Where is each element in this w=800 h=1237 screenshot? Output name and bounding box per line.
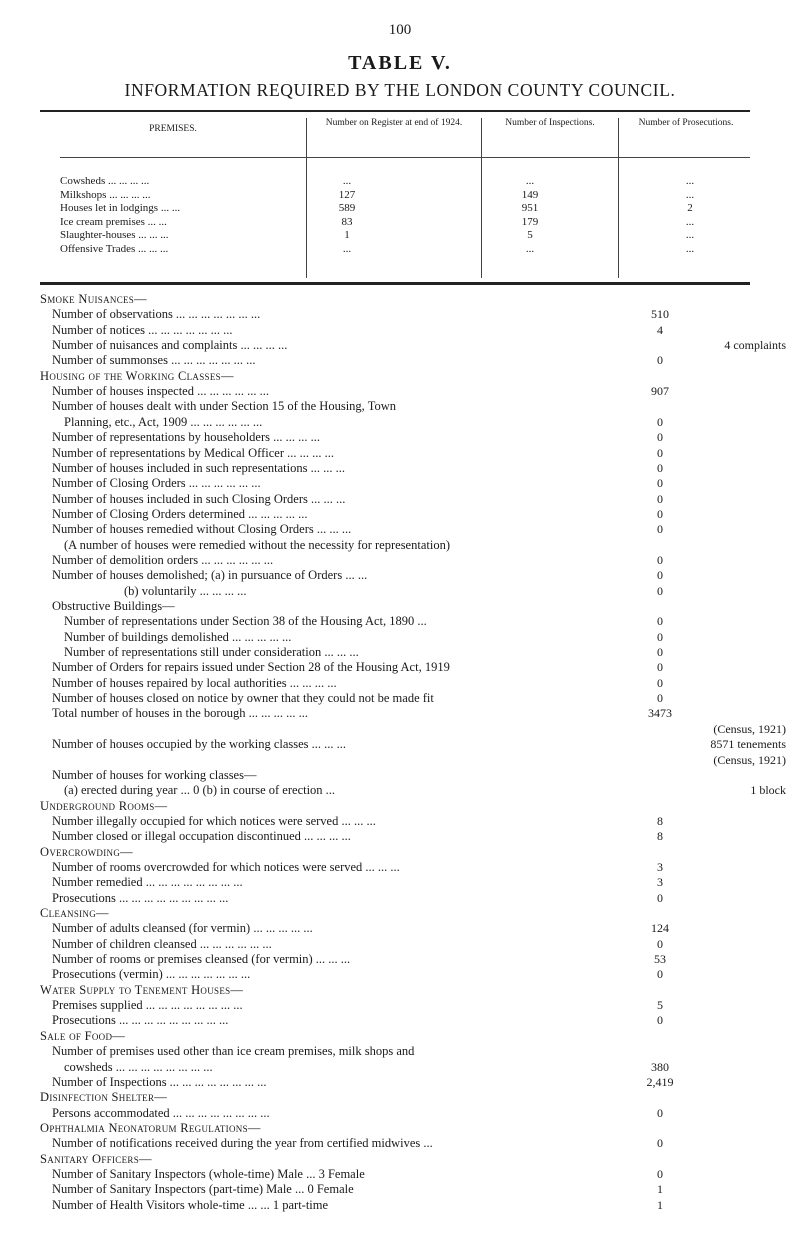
- info-line: Number of adults cleansed (for vermin) ... ... ... ... ...: [52, 921, 313, 936]
- info-value: 3473: [648, 706, 672, 721]
- info-line: Number of Inspections ... ... ... ... ... ... ... ...: [52, 1074, 267, 1089]
- info-value: 4 complaints: [724, 338, 786, 353]
- info-value: 0: [657, 691, 663, 706]
- inspections-count: 149: [521, 188, 539, 201]
- info-line: Number of representations by Medical Officer ... ... ... ...: [52, 445, 334, 460]
- section-heading: Sale of Food—: [40, 1028, 126, 1043]
- register-count: 589: [338, 202, 356, 214]
- info-line: (A number of houses were remedied without the necessity for representation): [64, 537, 450, 552]
- page-number: 100: [388, 22, 412, 38]
- info-line: Number of Sanitary Inspectors (part-time) Male ... 0 Female: [52, 1182, 354, 1197]
- info-line: Number of representations under Section 38 of the Housing Act, 1890 ...: [64, 614, 427, 629]
- register-count: 1: [344, 229, 350, 241]
- info-value: 0: [657, 506, 663, 521]
- info-value: 0: [657, 430, 663, 445]
- info-line: Number of observations ... ... ... ... ... ... ...: [52, 307, 261, 322]
- info-value: 0: [657, 522, 663, 537]
- info-value: 0: [657, 645, 663, 660]
- section-heading: Underground Rooms—: [40, 798, 168, 813]
- register-count: ...: [342, 175, 352, 187]
- inspections-count: ...: [525, 242, 535, 255]
- header-inspections: Number of Inspections.: [505, 118, 595, 128]
- info-value: 1: [657, 1197, 663, 1212]
- info-value: 0: [657, 967, 663, 982]
- table-row: [40, 216, 750, 228]
- info-line: Number of buildings demolished ... ... ... ... ...: [64, 629, 292, 644]
- info-value: 0: [657, 614, 663, 629]
- header-prosecutions: Number of Prosecutions.: [638, 118, 734, 128]
- info-line: Number of Health Visitors whole-time ... ... 1 part-time: [52, 1197, 329, 1212]
- info-line: Number of premises used other than ice cream premises, milk shops and: [52, 1044, 415, 1059]
- inspections-count: 5: [527, 229, 533, 241]
- info-value: 0: [657, 1105, 663, 1120]
- info-line: Number of notifications received during the year from certified midwives ...: [52, 1136, 433, 1151]
- info-line: Planning, etc., Act, 1909 ... ... ... ... ... ...: [64, 414, 263, 429]
- info-line: Number of houses for working classes—: [52, 767, 257, 782]
- prosecutions-count: ...: [685, 215, 695, 228]
- info-value: 0: [657, 936, 663, 951]
- info-line: Number of representations still under consideration ... ... ...: [64, 645, 359, 660]
- info-value: 3: [657, 859, 663, 874]
- section-heading: Water Supply to Tenement Houses—: [40, 982, 244, 997]
- premises-label: Cowsheds ... ... ... ...: [60, 175, 150, 187]
- info-line: Persons accommodated ... ... ... ... ... ... ... ...: [52, 1105, 270, 1120]
- info-value: 5: [657, 998, 663, 1013]
- info-value: 0: [657, 491, 663, 506]
- info-value: 53: [654, 952, 666, 967]
- info-line: Number of houses repaired by local authorities ... ... ... ...: [52, 675, 337, 690]
- info-line: Total number of houses in the borough ... ... ... ... ...: [52, 706, 309, 721]
- table-top-rule: [40, 110, 750, 112]
- header-premises: PREMISES.: [149, 124, 197, 134]
- info-value: 8: [657, 813, 663, 828]
- info-line: Number of houses remedied without Closing Orders ... ... ...: [52, 522, 352, 537]
- info-line: Number of houses dealt with under Section 15 of the Housing, Town: [52, 399, 396, 414]
- info-value: 380: [651, 1059, 669, 1074]
- info-value: 0: [657, 568, 663, 583]
- info-line: Number of houses included in such Closing Orders ... ... ...: [52, 491, 346, 506]
- info-line: Number of houses demolished; (a) in pursuance of Orders ... ...: [52, 568, 368, 583]
- info-line: (b) voluntarily ... ... ... ...: [124, 583, 247, 598]
- info-line: Number of summonses ... ... ... ... ... ... ...: [52, 353, 256, 368]
- info-value: 907: [651, 384, 669, 399]
- section-heading: Cleansing—: [40, 906, 109, 920]
- info-line: Number of demolition orders ... ... ... ... ... ...: [52, 552, 274, 567]
- premises-label: Offensive Trades ... ... ...: [60, 242, 169, 255]
- table-subtitle: INFORMATION REQUIRED BY THE LONDON COUNTY COUNCIL.: [124, 80, 676, 100]
- prosecutions-count: ...: [685, 175, 695, 187]
- info-line: Number of Sanitary Inspectors (whole-time) Male ... 3 Female: [52, 1166, 365, 1181]
- header-rule: [60, 157, 750, 158]
- info-line: (a) erected during year ... 0 (b) in course of erection ...: [64, 783, 336, 798]
- info-value: 0: [657, 660, 663, 675]
- info-value: 0: [657, 629, 663, 644]
- info-line: Number of notices ... ... ... ... ... ... ...: [52, 322, 233, 337]
- info-line: Prosecutions ... ... ... ... ... ... ... ... ...: [52, 890, 229, 905]
- register-count: 127: [338, 188, 356, 201]
- info-value: 8571 tenements: [710, 737, 786, 752]
- premises-label: Ice cream premises ... ...: [60, 215, 167, 228]
- info-line: Number of rooms overcrowded for which notices were served ... ... ...: [52, 859, 400, 874]
- info-line: Number remedied ... ... ... ... ... ... ... ...: [52, 875, 243, 890]
- info-value: 1: [657, 1182, 663, 1197]
- prosecutions-count: 2: [687, 202, 693, 214]
- section-heading: Overcrowding—: [40, 844, 133, 859]
- table-row: [40, 229, 750, 241]
- info-value: 0: [657, 1013, 663, 1028]
- prosecutions-count: ...: [685, 242, 695, 255]
- table-title: TABLE V.: [348, 52, 452, 74]
- premises-label: Houses let in lodgings ... ...: [60, 202, 181, 214]
- info-value: 0: [657, 675, 663, 690]
- register-count: ...: [342, 242, 352, 255]
- inspections-count: 951: [521, 202, 539, 214]
- info-line: Prosecutions (vermin) ... ... ... ... ... ... ...: [52, 967, 251, 982]
- table-bottom-rule: [40, 282, 750, 285]
- prosecutions-count: ...: [685, 188, 695, 201]
- info-value: 4: [657, 322, 663, 337]
- premises-table: [40, 110, 750, 285]
- info-line: Number of houses closed on notice by owner that they could not be made fit: [52, 691, 434, 706]
- info-line: Number illegally occupied for which notices were served ... ... ...: [52, 813, 376, 828]
- premises-label: Milkshops ... ... ... ...: [60, 188, 151, 201]
- info-line: Prosecutions ... ... ... ... ... ... ... ... ...: [52, 1013, 229, 1028]
- section-heading: Sanitary Officers—: [40, 1151, 152, 1166]
- info-line: Premises supplied ... ... ... ... ... ... ... ...: [52, 998, 243, 1013]
- info-line: Number of nuisances and complaints ... ... ... ...: [52, 338, 288, 353]
- info-line: Number of houses inspected ... ... ... ... ... ...: [52, 384, 269, 399]
- info-value: 0: [657, 353, 663, 368]
- table-row: [40, 175, 750, 187]
- inspections-count: ...: [525, 175, 535, 187]
- info-line: Number of representations by householders ... ... ... ...: [52, 430, 320, 445]
- premises-label: Slaughter-houses ... ... ...: [60, 229, 169, 241]
- info-value: 0: [657, 445, 663, 460]
- info-value: 0: [657, 1136, 663, 1151]
- info-line: Number of houses occupied by the working classes ... ... ...: [52, 737, 347, 752]
- info-line: Number closed or illegal occupation discontinued ... ... ... ...: [52, 829, 351, 844]
- table-row: [40, 243, 750, 255]
- section-heading: Disinfection Shelter—: [40, 1090, 168, 1105]
- info-value: 0: [657, 476, 663, 491]
- info-value: 0: [657, 1166, 663, 1181]
- info-value: (Census, 1921): [713, 752, 786, 767]
- info-line: Number of Closing Orders ... ... ... ... ... ...: [52, 476, 261, 491]
- info-value: 1 block: [750, 783, 786, 798]
- info-value: 0: [657, 583, 663, 598]
- section-heading: Ophthalmia Neonatorum Regulations—: [40, 1120, 261, 1135]
- info-value: 2,419: [646, 1074, 674, 1089]
- info-line: cowsheds ... ... ... ... ... ... ... ...: [64, 1059, 213, 1074]
- info-line: Number of Closing Orders determined ... ... ... ... ...: [52, 506, 308, 521]
- table-row: [40, 202, 750, 214]
- inspections-count: 179: [521, 215, 539, 228]
- section-heading: Smoke Nuisances—: [40, 292, 147, 306]
- info-value: 0: [657, 552, 663, 567]
- info-line: Obstructive Buildings—: [52, 599, 175, 613]
- info-value: 0: [657, 460, 663, 475]
- register-count: 83: [341, 215, 353, 228]
- prosecutions-count: ...: [685, 229, 695, 241]
- table-row: [40, 189, 750, 201]
- info-line: Number of children cleansed ... ... ... ... ... ...: [52, 936, 272, 951]
- info-line: Number of rooms or premises cleansed (for vermin) ... ... ...: [52, 952, 351, 967]
- info-value: 3: [657, 875, 663, 890]
- info-line: Number of Orders for repairs issued under Section 28 of the Housing Act, 1919: [52, 660, 450, 675]
- section-heading: Housing of the Working Classes—: [40, 368, 234, 383]
- info-value: (Census, 1921): [713, 721, 786, 736]
- header-register: Number on Register at end of 1924.: [325, 118, 463, 128]
- info-value: 124: [651, 921, 669, 936]
- info-value: 8: [657, 829, 663, 844]
- info-value: 0: [657, 414, 663, 429]
- info-line: Number of houses included in such representations ... ... ...: [52, 460, 345, 475]
- info-value: 0: [657, 890, 663, 905]
- info-value: 510: [651, 307, 669, 322]
